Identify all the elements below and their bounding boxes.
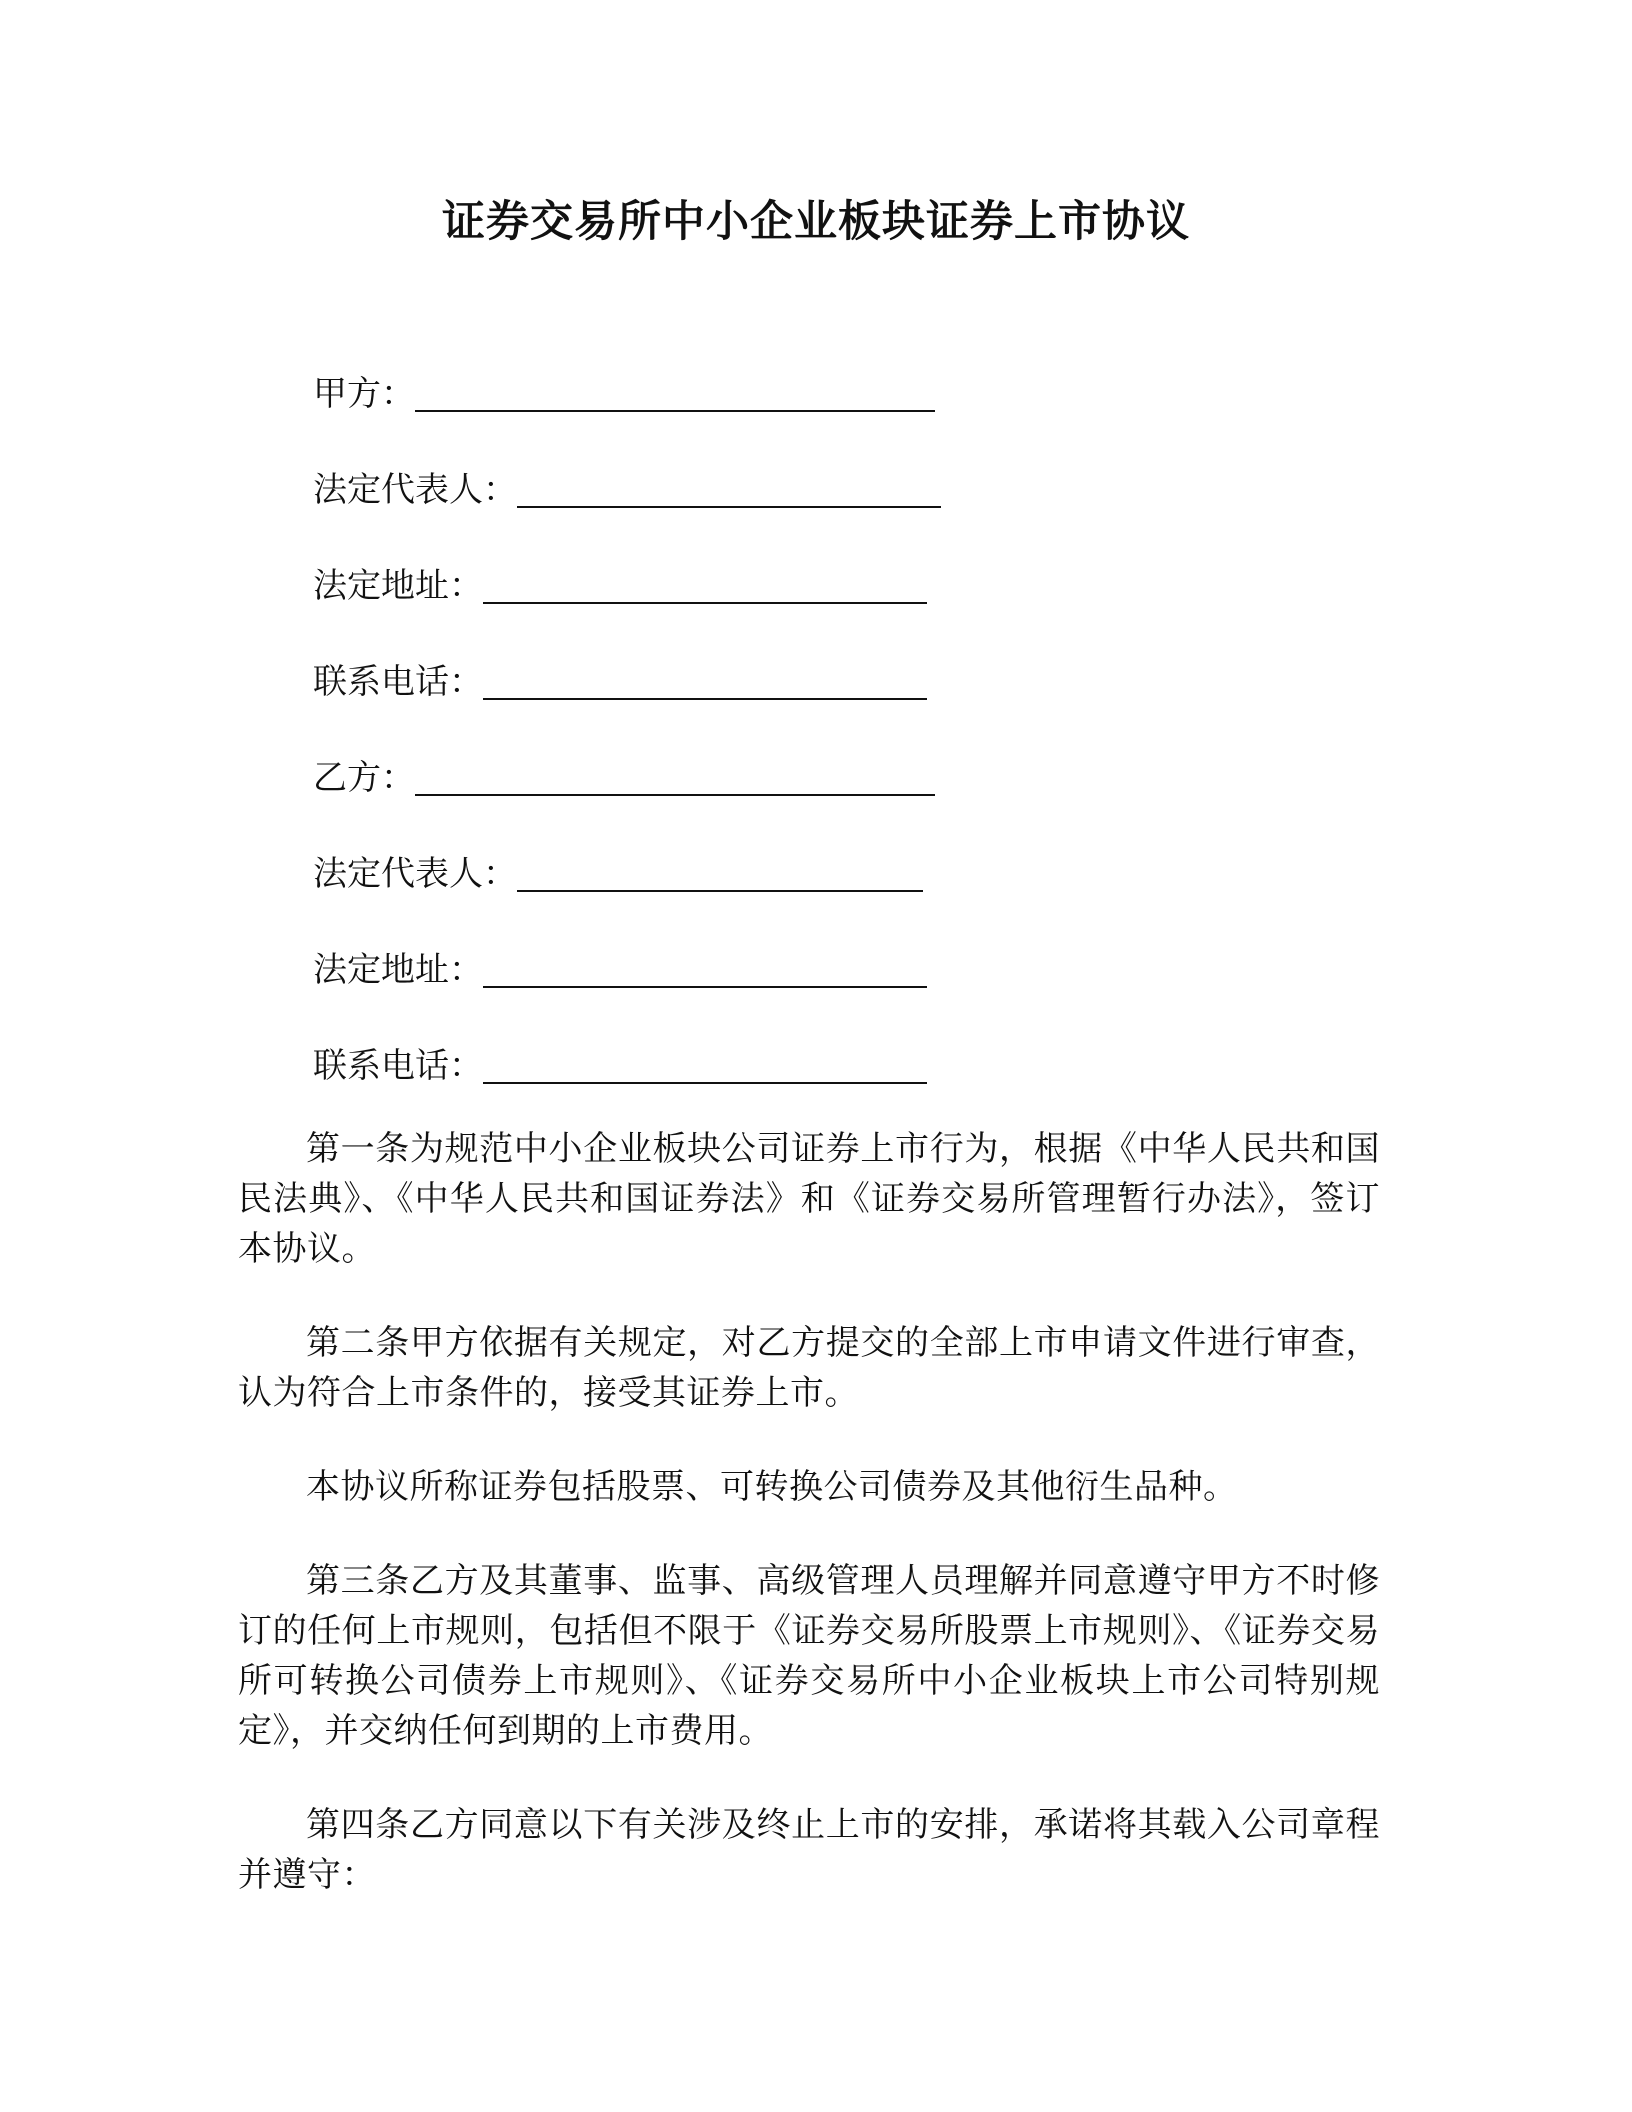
party-a-address-field — [313, 552, 927, 608]
party-a-field — [313, 360, 935, 416]
article-4-paragraph: 第四条乙方同意以下有关涉及终止上市的安排，承诺将其载入公司章程并遵守： — [238, 1805, 1380, 1895]
document-title: 证券交易所中小企业板块证券上市协议 — [442, 197, 1190, 247]
fill-in-line — [483, 1042, 927, 1084]
party-b-address-field — [313, 936, 927, 992]
party-a-legal-rep-field — [313, 456, 941, 512]
party-b-field — [313, 744, 935, 800]
article-2-paragraph: 第二条甲方依据有关规定，对乙方提交的全部上市申请文件进行审查，认为符合上市条件的，接受其证券上市。 — [238, 1323, 1380, 1413]
fill-in-line — [415, 754, 935, 796]
field-label: 甲方： — [313, 374, 415, 414]
party-b-legal-rep-field — [313, 840, 923, 896]
fill-in-line — [483, 562, 927, 604]
fill-in-line — [517, 466, 941, 508]
party-a-phone-field — [313, 648, 927, 704]
field-label: 法定代表人： — [313, 854, 517, 894]
field-label: 联系电话： — [313, 1046, 483, 1086]
field-label: 联系电话： — [313, 662, 483, 702]
fill-in-line — [517, 850, 923, 892]
party-b-phone-field — [313, 1032, 927, 1088]
field-label: 法定地址： — [313, 566, 483, 606]
article-3-paragraph: 第三条乙方及其董事、监事、高级管理人员理解并同意遵守甲方不时修订的任何上市规则，包括但不限于《证券交易所股票上市规则》、《证券交易所可转换公司债券上市规则》、《证券交易所中小企业板块上市公司特别规定》，并交纳任何到期的上市费用。 — [238, 1561, 1380, 1751]
fill-in-line — [483, 946, 927, 988]
fill-in-line — [415, 370, 935, 412]
securities-definition-paragraph: 本协议所称证券包括股票、可转换公司债券及其他衍生品种。 — [306, 1467, 1238, 1507]
field-label: 乙方： — [313, 758, 415, 798]
field-label: 法定地址： — [313, 950, 483, 990]
agreement-body — [238, 1124, 1380, 1944]
article-1-paragraph: 第一条为规范中小企业板块公司证券上市行为，根据《中华人民共和国民法典》、《中华人民共和国证券法》和《证券交易所管理暂行办法》，签订本协议。 — [238, 1129, 1380, 1269]
fill-in-line — [483, 658, 927, 700]
field-label: 法定代表人： — [313, 470, 517, 510]
